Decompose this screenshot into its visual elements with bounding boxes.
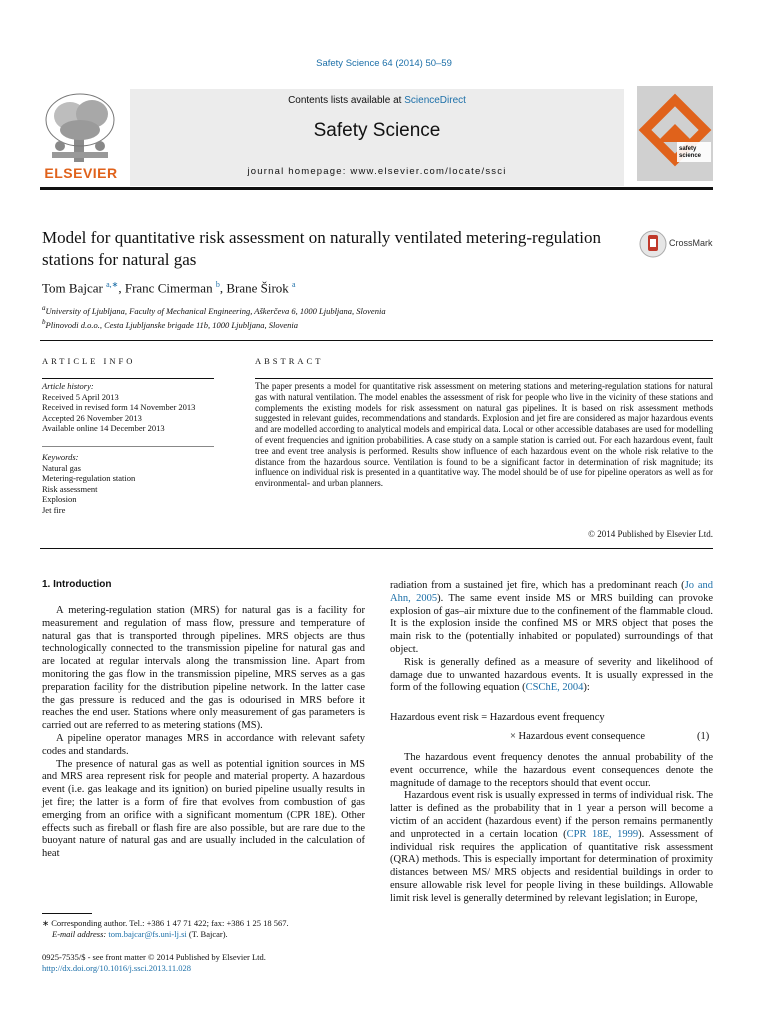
abstract-heading: ABSTRACT xyxy=(255,356,324,366)
crossmark-icon xyxy=(639,230,667,258)
journal-cover-image xyxy=(637,86,713,181)
equation-line-2: × Hazardous event consequence xyxy=(510,731,646,742)
journal-title: Safety Science xyxy=(313,120,441,141)
email-line xyxy=(42,929,372,940)
article-history xyxy=(42,381,222,434)
keywords xyxy=(42,452,222,515)
doi-link[interactable]: http://dx.doi.org/10.1016/j.ssci.2013.11.028 xyxy=(42,963,191,973)
author-name[interactable]: Franc Cimerman xyxy=(124,280,213,296)
citation-link[interactable]: Jo and Ahn, 2005 xyxy=(390,580,713,604)
keywords-label: Keywords: xyxy=(42,452,79,462)
corresponding-author: ∗ Corresponding author. Tel.: +386 1 47 71 422; fax: +386 1 25 18 567. xyxy=(42,918,289,928)
text-run: Risk is generally defined as a measure of severity and likelihood of damage due to unwanted hazardous events. It is usually expressed in the form of the following equation ( xyxy=(390,656,713,694)
paragraph xyxy=(390,580,713,657)
crossmark-badge[interactable] xyxy=(639,230,719,260)
journal-reference[interactable]: Safety Science 64 (2014) 50–59 xyxy=(316,58,452,69)
citation-link[interactable]: CSChE, 2004 xyxy=(525,682,584,694)
article-title: Model for quantitative risk assessment on naturally ventilated metering-regulation stations for natural gas xyxy=(42,228,601,269)
abstract-text: The paper presents a model for quantitative risk assessment on metering stations and metering-regulation stations for natural gas with natural ventilation. The model enables the assessment of risk for people who live in the vicinity of these stations and complements the existing models for risk assessment on natural gas pipelines. It is based on risk assessment methods suggested in relevant guides, recommendations and standards. Explosion and jet fire are considered as major hazardous events and are modelled according to analytical models and empirical data. Local or other accessible databases are used for modelling of event frequencies and ignition probabilities. A case study on a sample station is carried out. For each hazardous event, fault tree and event tree analysis is performed. Results show influence of each hazardous event on the whole risk relative to the distance from the hazardous source. Ventilation is found to be a significant factor in determination of risk magnitude; its influence on individual risk is presented in a quantitative way. The model should be of use for pipeline operators as well as for environmental- and urban planners. xyxy=(255,381,713,489)
author-affil-marker[interactable]: a,∗ xyxy=(106,280,119,289)
history-item: Received in revised form 14 November 2013 xyxy=(42,402,196,412)
cover-graphic xyxy=(637,86,713,181)
issn-line: 0925-7535/$ - see front matter © 2014 Published by Elsevier Ltd. xyxy=(42,952,266,962)
keyword-item: Natural gas xyxy=(42,462,81,473)
keywords-rule xyxy=(42,446,214,447)
header-rule xyxy=(40,187,713,190)
article-info-heading: ARTICLE INFO xyxy=(42,356,136,366)
right-column xyxy=(390,580,713,695)
keyword-item: Explosion xyxy=(42,494,77,504)
email-label: E-mail address: xyxy=(52,929,109,939)
paragraph xyxy=(390,790,713,905)
affiliation-text: University of Ljubljana, Faculty of Mechanical Engineering, Aškerčeva 6, 1000 Ljubljana, Slovenia xyxy=(45,305,386,316)
title-rule xyxy=(40,340,713,341)
history-item: Available online 14 December 2013 xyxy=(42,423,165,433)
cover-title: safety science xyxy=(679,146,702,159)
equation-line-1: Hazardous event risk = Hazardous event frequency xyxy=(390,712,605,723)
section-heading: 1. Introduction xyxy=(42,579,112,590)
text-run: ): xyxy=(583,682,590,694)
footnote-rule xyxy=(42,913,92,914)
publisher-logo-text: ELSEVIER xyxy=(44,165,118,181)
abstract-rule xyxy=(255,378,713,379)
abstract-bottom-rule xyxy=(40,548,713,549)
bottom-info xyxy=(42,952,442,974)
contents-prefix: Contents lists available at xyxy=(288,95,405,106)
copyright: © 2014 Published by Elsevier Ltd. xyxy=(588,529,713,539)
paragraph: The presence of natural gas as well as potential ignition sources in MS and MRS area represent risk for people and material property. A hazardous event (i.e. gas leakage and its ignition) on buried pipeline usually results in jet fire; the latter is a form of fire that evolves from combustion of gas emerging from an orifice with a significant momentum (CPR 18E). Other effects such as fireball or flash fire are also possible, but are rare due to the buoyant nature of natural gas and are usually included in the calculation of heat xyxy=(42,758,365,860)
author-affil-marker[interactable]: b xyxy=(215,280,220,289)
history-label: Article history: xyxy=(42,381,94,391)
author-name[interactable]: Tom Bajcar xyxy=(42,280,103,296)
keyword-item: Jet fire xyxy=(42,504,66,515)
footnote xyxy=(42,918,372,940)
article-info-rule xyxy=(42,378,214,379)
affiliations xyxy=(42,303,386,331)
left-column xyxy=(42,605,365,861)
history-item: Received 5 April 2013 xyxy=(42,391,119,402)
affiliation-text: Plinovodi d.o.o., Cesta Ljubljanske brigade 11b, 1000 Ljubljana, Slovenia xyxy=(45,319,299,330)
author-name[interactable]: Brane Širok xyxy=(226,280,289,296)
author-list: Tom Bajcar $^{a,∗}$, Franc Cimerman $^b$, Brane Širok $^a$ xyxy=(42,280,296,296)
author-affil-marker[interactable]: a xyxy=(292,280,296,289)
keyword-item: Risk assessment xyxy=(42,483,98,494)
equation-number: (1) xyxy=(697,731,710,742)
text-run: ). The same event inside MS or MRS building can provoke explosion of gas–air mixture due to the confinement of the flammable cloud. It is the explosion inside the confined MS or MRS object that poses the main risk to the (potentially inhabited or populated) surroundings of that object. xyxy=(390,592,713,655)
affiliation-marker: a xyxy=(42,304,46,312)
affiliation-marker: b xyxy=(42,317,46,326)
text-run: Hazardous event risk is usually expressed in terms of individual risk. The latter is defined as the probability that in 1 year a person will become a victim of an accident (hazardous event) if the person remains permanently and unprotected in a certain location ( xyxy=(390,790,713,840)
keyword-item: Metering-regulation station xyxy=(42,473,136,483)
text-run: ). Assessment of individual risk requires the application of quantitative risk assessment (QRA) methods. This is especially important for determination of proximity distances between MS/ MRS objects and residential buildings in order to ensure allowable risk level for people living in these buildings. Allowable limit risk level is generally determined by relevant legislation; in Europe, xyxy=(390,828,714,904)
paragraph xyxy=(390,657,713,695)
affiliation-item xyxy=(42,317,386,331)
journal-homepage[interactable]: journal homepage: www.elsevier.com/locate/ssci xyxy=(247,166,507,177)
right-column-cont xyxy=(390,752,713,906)
history-item: Accepted 26 November 2013 xyxy=(42,412,142,423)
affiliation-item xyxy=(42,303,386,317)
text-run: radiation from a sustained jet fire, which has a predominant reach ( xyxy=(390,580,685,591)
paragraph: A metering-regulation station (MRS) for natural gas is a facility for measurement and regulation of mass flow, pressure and temperature of natural gas that is transported through pipelines. MRS objects are thus technologically connected to the transmission pipeline for natural gas and are located at regular intervals along the transmission line. Apart from monitoring the gas flow in the transmission pipeline, MRS serves as a gas preparation facility for the distribution pipeline network. In the latter case the gas pressure is reduced and the gas is odourised in MRS before it reaches the end user. Stations where only measurement of gas parameters is carried out are referred to as metering stations (MS). xyxy=(42,605,365,732)
email-link[interactable]: tom.bajcar@fs.uni-lj.si xyxy=(108,929,187,939)
paragraph: A pipeline operator manages MRS in accordance with relevant safety codes and standards. xyxy=(42,732,365,757)
crossmark-label: CrossMark xyxy=(669,238,713,248)
contents-line xyxy=(130,95,624,106)
paragraph: The hazardous event frequency denotes the annual probability of the event occurrence, while the hazardous event consequences denote the magnitude of damage to the receptors should that event occur. xyxy=(390,752,713,789)
citation-link[interactable]: CPR 18E, 1999 xyxy=(566,828,639,840)
email-suffix: (T. Bajcar). xyxy=(186,929,228,939)
sciencedirect-link[interactable]: ScienceDirect xyxy=(404,95,466,106)
